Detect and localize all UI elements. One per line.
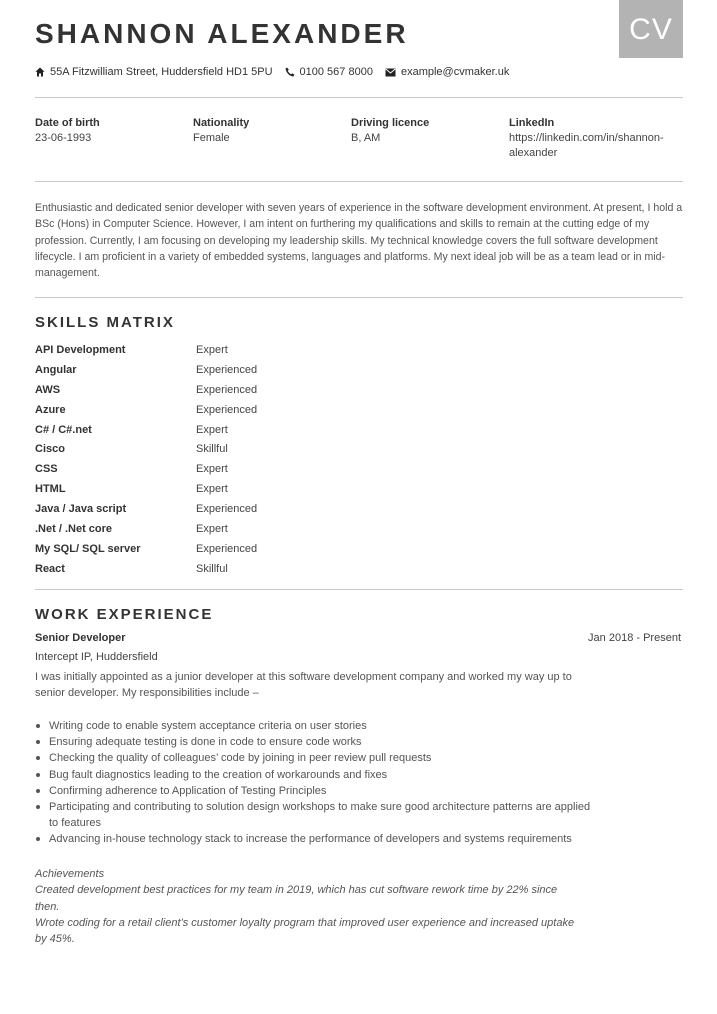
skill-level: Experienced	[196, 363, 258, 376]
detail-label: Nationality	[193, 117, 250, 129]
skill-row	[35, 360, 435, 380]
divider	[35, 589, 683, 590]
skill-name: React	[35, 562, 65, 575]
skill-row	[35, 519, 435, 539]
achievement-item: Created development best practices for my team in 2019, which has cut software rework time by 22% since then.	[35, 884, 558, 913]
skill-row	[35, 479, 435, 499]
detail-label: Date of birth	[35, 117, 100, 129]
job-dates: Jan 2018 - Present	[588, 632, 681, 644]
skill-name: API Development	[35, 343, 126, 356]
detail-nationality	[193, 117, 351, 161]
skill-name: CSS	[35, 463, 58, 476]
skill-row	[35, 340, 435, 360]
detail-value: B, AM	[351, 132, 381, 144]
skill-level: Expert	[196, 463, 228, 476]
contact-address	[35, 66, 273, 78]
detail-value: 23-06-1993	[35, 132, 92, 144]
skill-level: Expert	[196, 483, 228, 496]
list-item: Ensuring adequate testing is done in code to ensure code works	[35, 734, 595, 750]
envelope-icon	[385, 68, 396, 77]
skill-level: Skillful	[196, 562, 228, 575]
skill-level: Experienced	[196, 542, 258, 555]
skill-level: Skillful	[196, 443, 228, 456]
address-text: 55A Fitzwilliam Street, Huddersfield HD1 5PU	[50, 66, 273, 78]
contact-email	[385, 66, 509, 78]
skill-row	[35, 380, 435, 400]
divider	[35, 97, 683, 98]
list-item: Writing code to enable system acceptance criteria on user stories	[35, 718, 595, 734]
profile-summary: Enthusiastic and dedicated senior developer with seven years of experience in the software development environment. At present, I hold a BSc (Hons) in Computer Science. However, I am intent on furthering my qualifications and skills to remain at the cutting edge of my profession. Currently, I am focusing on developing my leadership skills. My technical knowledge covers the full software development lifecycle. I am proficient in a variety of embedded systems, languages and platforms. My next ideal job will be as a team lead or in mid-management.	[35, 202, 683, 280]
skill-name: Angular	[35, 363, 77, 376]
contact-phone	[285, 66, 373, 78]
skill-level: Expert	[196, 522, 228, 535]
skill-name: AWS	[35, 383, 61, 396]
responsibilities-list	[35, 718, 595, 848]
skill-level: Expert	[196, 423, 228, 436]
detail-value: Female	[193, 132, 230, 144]
job-intro: I was initially appointed as a junior developer at this software development company and worked my way up to senior developer. My responsibilities include –	[35, 671, 572, 700]
list-item: Participating and contributing to solution design workshops to make sure good architecture patterns are applied to features	[35, 799, 595, 831]
list-item: Bug fault diagnostics leading to the creation of workarounds and fixes	[35, 767, 595, 783]
phone-text: 0100 567 8000	[299, 66, 373, 78]
skill-name: Java / Java script	[35, 503, 127, 516]
phone-icon	[285, 67, 295, 77]
linkedin-link[interactable]: https://linkedin.com/in/shannon-alexander	[509, 132, 664, 159]
email-text[interactable]: example@cvmaker.uk	[400, 66, 510, 78]
detail-date-of-birth	[35, 117, 193, 161]
detail-driving-licence	[351, 117, 509, 161]
divider	[35, 181, 683, 182]
skill-level: Experienced	[196, 383, 258, 396]
job-title: Senior Developer	[35, 632, 126, 644]
candidate-name: SHANNON ALEXANDER	[35, 18, 409, 49]
achievements	[35, 866, 575, 947]
list-item: Confirming adherence to Application of Testing Principles	[35, 783, 595, 799]
personal-details	[35, 117, 683, 161]
skill-row	[35, 420, 435, 440]
contact-line	[35, 66, 521, 78]
detail-label: LinkedIn	[509, 117, 555, 129]
skill-row	[35, 400, 435, 420]
skill-level: Expert	[196, 343, 228, 356]
skill-level: Experienced	[196, 503, 258, 516]
detail-label: Driving licence	[351, 117, 430, 129]
skill-row	[35, 459, 435, 479]
skills-section-title: SKILLS MATRIX	[35, 314, 175, 331]
divider	[35, 297, 683, 298]
skill-name: Azure	[35, 403, 66, 416]
skills-matrix	[35, 340, 435, 579]
detail-linkedin	[509, 117, 683, 161]
skill-row	[35, 499, 435, 519]
skill-row	[35, 539, 435, 559]
list-item: Checking the quality of colleagues’ code by joining in peer review pull requests	[35, 750, 595, 766]
skill-name: .Net / .Net core	[35, 522, 113, 535]
skill-level: Experienced	[196, 403, 258, 416]
home-icon	[35, 67, 45, 77]
list-item: Advancing in-house technology stack to increase the performance of developers and systems requirements	[35, 831, 595, 847]
skill-name: My SQL/ SQL server	[35, 542, 141, 555]
job-company: Intercept IP, Huddersfield	[35, 651, 158, 663]
achievement-item: Wrote coding for a retail client’s customer loyalty program that improved user experience and increased uptake by 45%.	[35, 916, 575, 946]
skill-row	[35, 559, 435, 579]
skill-name: HTML	[35, 483, 66, 496]
achievements-label: Achievements	[35, 868, 105, 880]
skill-row	[35, 439, 435, 459]
skill-name: Cisco	[35, 443, 65, 456]
work-section-title: WORK EXPERIENCE	[35, 606, 214, 623]
skill-name: C# / C#.net	[35, 423, 92, 436]
cv-badge: CV	[619, 0, 683, 58]
